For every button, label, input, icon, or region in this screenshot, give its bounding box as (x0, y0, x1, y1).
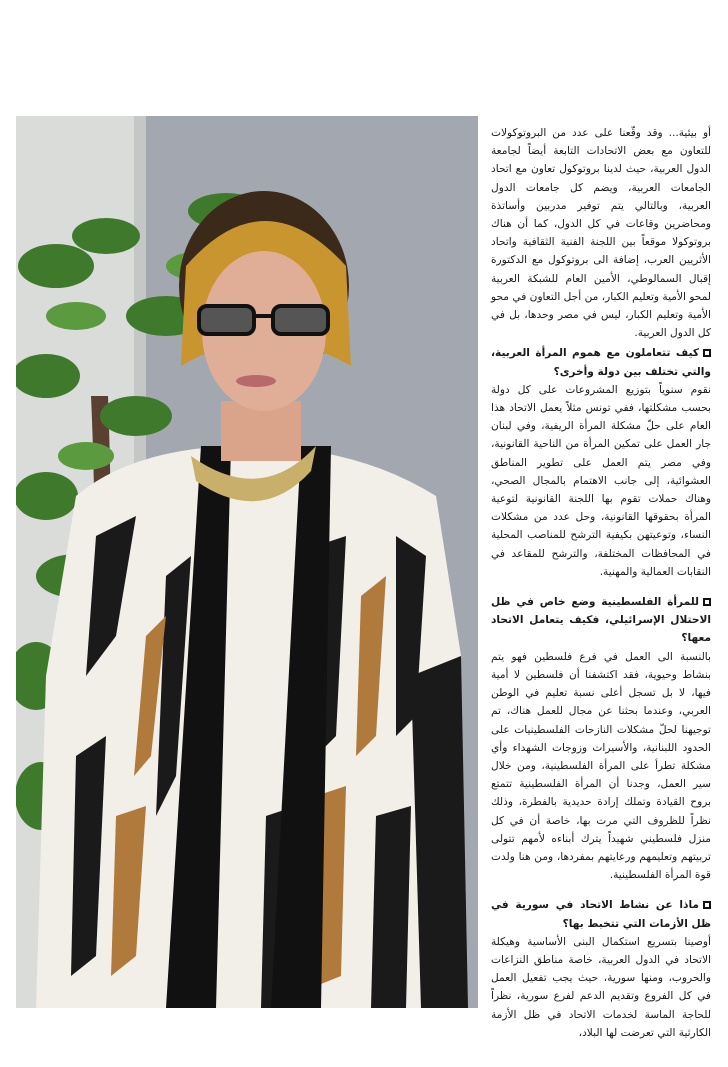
answer-paragraph: نقوم سنوياً بتوزيع المشروعات على كل دولة بحسب مشكلتها، ففي تونس مثلاً يعمل الاتحاد هذا العام على حلّ مشكلة المرأة الريفية، وفي لبنان جار العمل على تمكين المرأة من الناحية القانونية، وفي مصر يتم العمل على تطوير المناطق العشوائية، إلى جانب الاهتمام بالمجال الصحي، وهناك حملات تقوم بها اللجنة القانونية لتوعية المرأة بحقوقها القانونية، وحل عدد من مشكلات النساء، وتوعيتهن بكيفية الترشح للمناصب المحلية في المحافظات المختلفة، والترشح للمقاعد في النقابات العمالية والمهنية. (491, 383, 711, 578)
square-bullet-icon (703, 349, 711, 357)
portrait-illustration-icon (16, 116, 478, 1008)
question-heading (491, 344, 711, 380)
question-heading (491, 593, 711, 648)
question-text: كيف تتعاملون مع هموم المرأة العربية، والتي تختلف بين دولة وأخرى؟ (491, 347, 711, 378)
square-bullet-icon (703, 598, 711, 606)
question-heading (491, 896, 711, 932)
square-bullet-icon (703, 901, 711, 909)
article-paragraph: أو بيئية... وقد وقّعنا على عدد من البروتوكولات للتعاون مع بعض الاتحادات التابعة أيضاً لجامعة الدول العربية، حيث لدينا بروتوكول تعاون مع اتحاد الجامعات العربية، ويضم كل جامعات الدول العربية، وبالتالي يتم توفير مدربين وأساتذة ومحاضرين وقاعات في كل الدول، كما أن هناك بروتوكولا موقعاً بين اللجنة الفنية الثقافية واتحاد الأثريين العرب، إضافة الى بروتوكول مع الدكتورة إقبال السمالوطي، الأمين العام للشبكة العربية لمحو الأمية وتعليم الكبار، من أجل التعاون في محو الأمية وتعليم الكبار، ليس في مصر وحدها، بل في كل الدول العربية. (491, 127, 711, 340)
portrait-photo (16, 116, 478, 1008)
answer-paragraph: بالنسبة الى العمل في فرع فلسطين فهو يتم بنشاط وحيوية، فقد اكتشفنا أن فلسطين لا أمية فيها، لا بل تسجل أعلى نسبة تعليم في الوطن العربي، وعندما بحثنا عن مجال للعمل هناك، تم توجيهنا لحلّ مشكلات النازحات الفلسطينيات على الحدود اللبنانية، والأسيرات وزوجات الشهداء وأي مشكلة تطرأ على المرأة الفلسطينية، ومن خلال سير العمل، وجدنا أن المرأة الفلسطينية تتمتع بروح القيادة وتملك إرادة حديدية بالفطرة، وذلك نظراً للظروف التي مرت بها، خاصة أن في كل منزل فلسطيني شهيداً يترك أبناءه لأمهم تتولى تربيتهم وتعليمهم ورعايتهم بمفردها، ومن هنا ولدت قوة المرأة الفلسطينية. (491, 650, 711, 882)
answer-paragraph: أوصينا بتسريع استكمال البنى الأساسية وهيكلة الاتحاد في الدول العربية، خاصة مناطق النزاعات والحروب، ومنها سورية، حيث يجب تفعيل العمل في كل الفروع وتقديم الدعم لفرع سورية، نظراً للحاجة الماسة لخدمات الاتحاد في ظل الأزمة الكارثية التي تعرضت لها البلاد، (491, 935, 711, 1039)
question-text: ماذا عن نشاط الاتحاد في سورية في ظل الأزمات التي تتخبط بها؟ (491, 899, 711, 930)
article-text-column (491, 124, 711, 1042)
question-text: للمرأة الفلسطينية وضع خاص في ظل الاحتلال الإسرائيلي، فكيف يتعامل الاتحاد معها؟ (491, 596, 711, 645)
